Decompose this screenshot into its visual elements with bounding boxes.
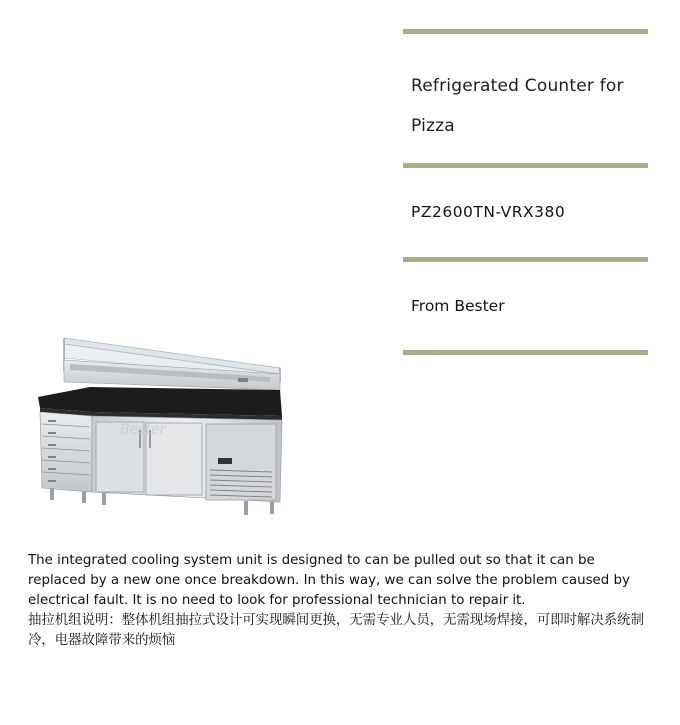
- control-panel: [218, 458, 232, 464]
- product-description: [28, 551, 648, 651]
- bester-watermark: Bester: [120, 422, 166, 438]
- product-title: Refrigerated Counter for Pizza: [411, 76, 624, 136]
- divider-rule-4: [403, 350, 648, 355]
- drawer-column: [40, 412, 92, 492]
- divider-rule-1: [403, 29, 648, 34]
- product-model: PZ2600TN-VRX380: [411, 203, 566, 221]
- product-photo: [30, 330, 295, 525]
- divider-rule-3: [403, 257, 648, 262]
- brand-line: From Bester: [411, 297, 505, 315]
- description-chinese: 抽拉机组说明：整体机组抽拉式设计可实现瞬间更换，无需专业人员，无需现场焊接，可即时解决系统制冷，电器故障带来的烦恼: [28, 613, 644, 648]
- description-english: The integrated cooling system unit is designed to can be pulled out so that it can be replaced by a new one once breakdown. In this way, we can solve the problem caused by electrical fault. It is no need to look for professional technician to repair it.: [28, 553, 630, 608]
- divider-rule-2: [403, 163, 648, 168]
- refrigerated-cabinet: [92, 416, 282, 502]
